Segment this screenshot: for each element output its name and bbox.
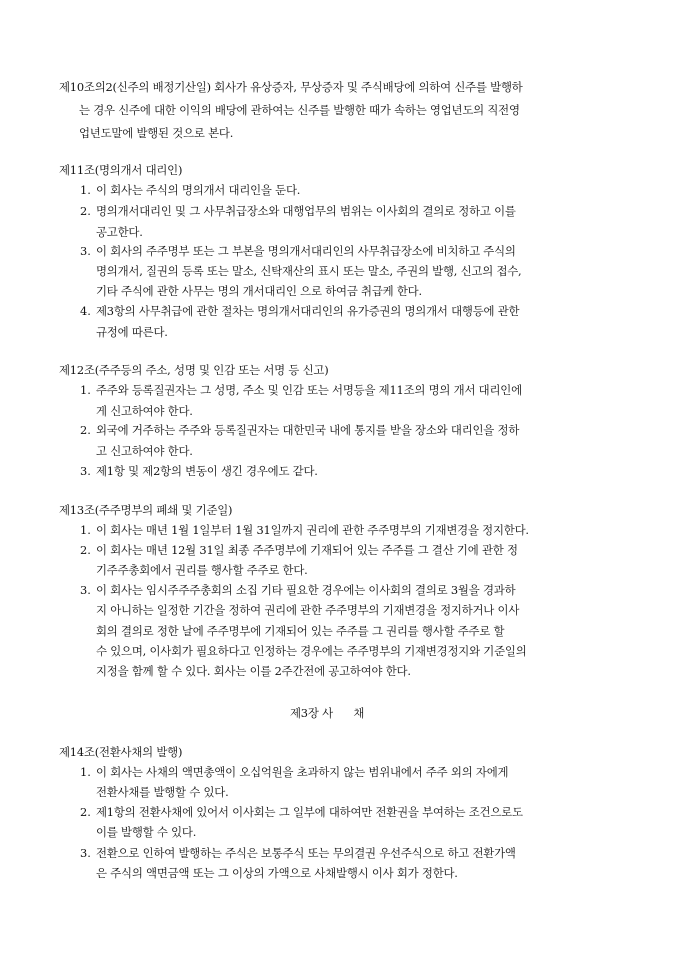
art10-2-line-2: 는 경우 신주에 대한 이익의 배당에 관하여는 신주를 발행한 때가 속하는 영업년도의 직전영 [79, 103, 520, 117]
art13-item3-line-2: 지 아니하는 일정한 기간을 정하여 권리에 관한 주주명부의 기재변경을 정지하거나 이사 [96, 603, 520, 617]
art13-item2-line-2: 기주주총회에서 권리를 행사할 주주로 한다. [96, 563, 308, 577]
art10-2-line-1: 제10조의2(신주의 배정기산일) 회사가 유상증자, 무상증자 및 주식배당에 의하여 신주를 발행하 [59, 80, 523, 94]
art14-item3-line-2: 은 주식의 액면금액 또는 그 이상의 가액으로 사채발행시 이사 회가 정한다. [96, 866, 458, 880]
art12-item2-line-1: 외국에 거주하는 주주와 등록질권자는 대한민국 내에 통지를 받을 장소와 대리인을 정하 [96, 423, 520, 437]
art12-item2-number: 2. [80, 423, 91, 437]
art14-item2-number: 2. [80, 805, 91, 819]
art11-item4-line-2: 규정에 따른다. [96, 325, 168, 339]
art11-item2-number: 2. [80, 204, 91, 218]
art11-item4-number: 4. [80, 304, 91, 318]
art11-item2-line-1: 명의개서대리인 및 그 사무취급장소와 대행업무의 범위는 이사회의 결의로 정하고 이를 [96, 204, 516, 218]
art13-item3-line-5: 지정을 함께 할 수 있다. 회사는 이를 2주간전에 공고하여야 한다. [96, 664, 411, 678]
art14-item3-number: 3. [80, 846, 91, 860]
art12-item1-line-1: 주주와 등록질권자는 그 성명, 주소 및 인감 또는 서명등을 제11조의 명의 개서 대리인에 [96, 383, 522, 397]
art14-item1-line-2: 전환사채를 발행할 수 있다. [96, 785, 229, 799]
art11-title: 제11조(명의개서 대리인) [59, 163, 183, 177]
art13-item2-number: 2. [80, 543, 91, 557]
art14-item2-line-1: 제1항의 전환사채에 있어서 이사회는 그 일부에 대하여만 전환권을 부여하는 조건으로도 [96, 805, 523, 819]
art13-item3-line-4: 수 있으며, 이사회가 필요하다고 인정하는 경우에는 주주명부의 기재변경정지와 기준일의 [96, 644, 527, 658]
art13-item3-number: 3. [80, 583, 91, 597]
art11-item2-line-2: 공고한다. [96, 225, 143, 239]
art11-item3-line-1: 이 회사의 주주명부 또는 그 부본을 명의개서대리인의 사무취급장소에 비치하고 주식의 [96, 244, 516, 258]
art12-item2-line-2: 고 신고하여야 한다. [96, 444, 193, 458]
art13-item1-line-1: 이 회사는 매년 1월 1일부터 1월 31일까지 권리에 관한 주주명부의 기재변경을 정지한다. [96, 523, 529, 537]
art12-item3-number: 3. [80, 464, 91, 478]
art12-title: 제12조(주주등의 주소, 성명 및 인감 또는 서명 등 신고) [59, 363, 329, 377]
art13-item3-line-1: 이 회사는 임시주주주총회의 소집 기타 필요한 경우에는 이사회의 결의로 3월을 경과하 [96, 583, 516, 597]
art14-item1-line-1: 이 회사는 사채의 액면총액이 오십억원을 초과하지 않는 범위내에서 주주 외의 자에게 [96, 765, 509, 779]
art13-item1-number: 1. [80, 523, 91, 537]
art12-item1-number: 1. [80, 383, 91, 397]
art11-item3-number: 3. [80, 244, 91, 258]
chapter-heading: 제3장 사 채 [290, 706, 365, 720]
art14-item3-line-1: 전환으로 인하여 발행하는 주식은 보통주식 또는 무의결권 우선주식으로 하고 전환가액 [96, 846, 516, 860]
art11-item3-line-2: 명의개서, 질권의 등록 또는 말소, 신탁재산의 표시 또는 말소, 주권의 발행, 신고의 접수, [96, 264, 522, 278]
art11-item4-line-1: 제3항의 사무취급에 관한 절차는 명의개서대리인의 유가증권의 명의개서 대행등에 관한 [96, 304, 520, 318]
art10-2-line-3: 업년도말에 발행된 것으로 본다. [79, 126, 234, 140]
art11-item3-line-3: 기타 주식에 관한 사무는 명의 개서대리인 으로 하여금 취급케 한다. [96, 284, 422, 298]
art14-item2-line-2: 이를 발행할 수 있다. [96, 825, 197, 839]
art12-item3-line-1: 제1항 및 제2항의 변동이 생긴 경우에도 같다. [96, 464, 318, 478]
art14-item1-number: 1. [80, 765, 91, 779]
art13-title: 제13조(주주명부의 폐쇄 및 기준일) [59, 503, 233, 517]
art11-item1-number: 1. [80, 183, 91, 197]
art12-item1-line-2: 게 신고하여야 한다. [96, 404, 193, 418]
art14-title: 제14조(전환사채의 발행) [59, 745, 183, 759]
art13-item3-line-3: 회의 결의로 정한 날에 주주명부에 기재되어 있는 주주를 그 권리를 행사할 주주로 할 [96, 624, 505, 638]
art11-item1-line-1: 이 회사는 주식의 명의개서 대리인을 둔다. [96, 183, 301, 197]
art13-item2-line-1: 이 회사는 매년 12월 31일 최종 주주명부에 기재되어 있는 주주를 그 결산 기에 관한 정 [96, 543, 518, 557]
